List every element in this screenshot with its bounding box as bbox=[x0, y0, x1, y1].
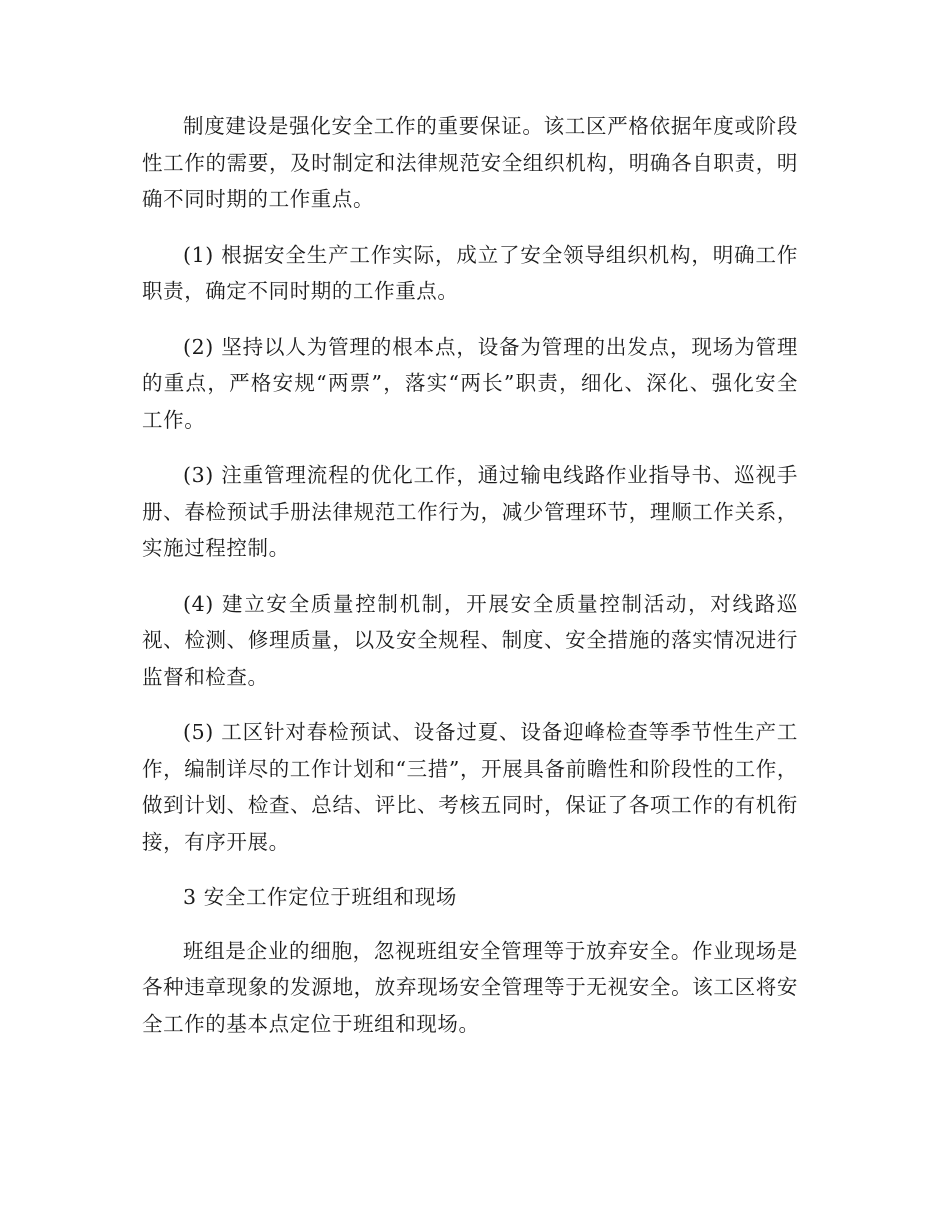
item-paragraph-2: (2) 坚持以人为管理的根本点，设备为管理的出发点，现场为管理的重点，严格安规“两票”，落实“两长”职责，细化、深化、强化安全工作。 bbox=[142, 334, 798, 432]
closing-paragraph: 班组是企业的细胞，忽视班组安全管理等于放弃安全。作业现场是各种违章现象的发源地，放弃现场安全管理等于无视安全。该工区将安全工作的基本点定位于班组和现场。 bbox=[142, 938, 798, 1036]
document-body bbox=[142, 108, 798, 1061]
section-heading: 3 安全工作定位于班组和现场 bbox=[183, 885, 457, 909]
item-paragraph-4: (4) 建立安全质量控制机制，开展安全质量控制活动，对线路巡视、检测、修理质量，以及安全规程、制度、安全措施的落实情况进行监督和检查。 bbox=[142, 591, 798, 689]
item-paragraph-1: (1) 根据安全生产工作实际，成立了安全领导组织机构，明确工作职责，确定不同时期的工作重点。 bbox=[142, 242, 798, 303]
item-paragraph-3: (3) 注重管理流程的优化工作，通过输电线路作业指导书、巡视手册、春检预试手册法律规范工作行为，减少管理环节，理顺工作关系，实施过程控制。 bbox=[142, 463, 798, 560]
intro-paragraph: 制度建设是强化安全工作的重要保证。该工区严格依据年度或阶段性工作的需要，及时制定和法律规范安全组织机构，明确各自职责，明确不同时期的工作重点。 bbox=[142, 114, 798, 211]
item-paragraph-5: (5) 工区针对春检预试、设备过夏、设备迎峰检查等季节性生产工作，编制详尽的工作计划和“三措”，开展具备前瞻性和阶段性的工作，做到计划、检查、总结、评比、考核五同时，保证了各项工作的有机衔接，有序开展。 bbox=[142, 720, 798, 854]
